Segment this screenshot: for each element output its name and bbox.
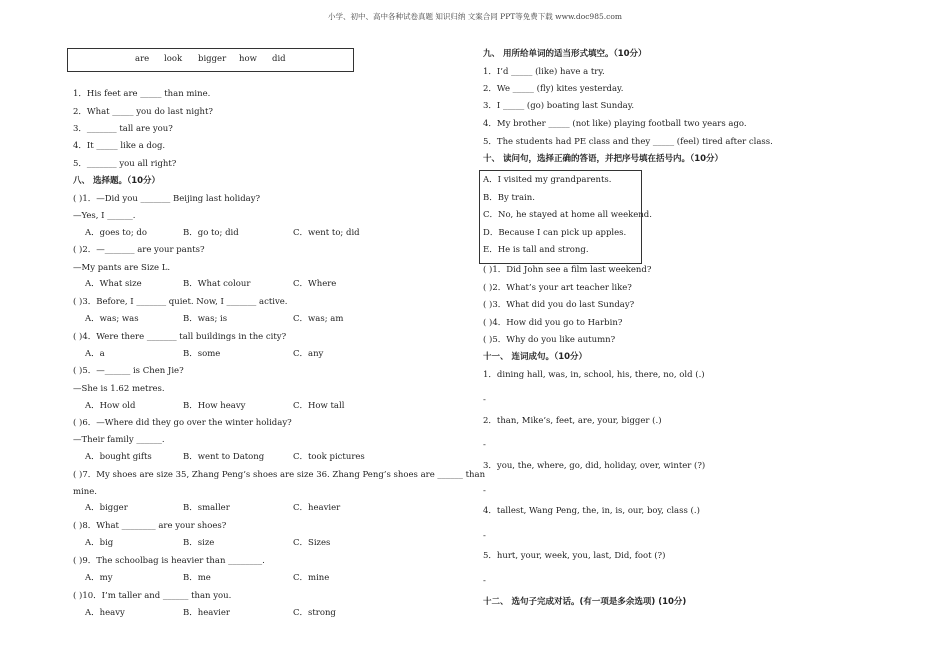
mc-question-line: —Yes, I ______.: [73, 211, 136, 221]
fill-question: 3．_______ tall are you?: [73, 124, 173, 134]
mc-option-c: C．How tall: [293, 401, 345, 411]
fill-question: 4．It _____ like a dog.: [73, 141, 166, 151]
answer-line-dash: -: [483, 486, 486, 496]
word-box-item: are: [135, 54, 150, 64]
answer-option: B．By train.: [483, 193, 535, 203]
word-box-item: did: [272, 54, 286, 64]
mc-question: ( )10．I’m taller and ______ than you.: [73, 591, 232, 601]
mc-option-c: C．Where: [293, 279, 337, 289]
fill-question: 1．I’d _____ (like) have a try.: [483, 67, 605, 77]
word-box-item: look: [164, 54, 183, 64]
answer-line-dash: -: [483, 395, 486, 405]
match-question: ( )3．What did you do last Sunday?: [483, 300, 635, 310]
mc-question: ( )6．—Where did they go over the winter holiday?: [73, 418, 292, 428]
mc-question: ( )3．Before, I _______ quiet. Now, I _______ active.: [73, 297, 288, 307]
mc-question: ( )9．The schoolbag is heavier than ________.: [73, 556, 265, 566]
mc-question: ( )2．—_______ are your pants?: [73, 245, 205, 255]
mc-option-c: C．any: [293, 349, 324, 359]
mc-option-b: B．me: [183, 573, 211, 583]
mc-question: ( )7．My shoes are size 35, Zhang Peng’s shoes are size 36. Zhang Peng’s shoes are ______ than: [73, 470, 486, 480]
mc-option-c: C．strong: [293, 608, 336, 618]
fill-question: 2．We _____ (fly) kites yesterday.: [483, 84, 624, 94]
match-question: ( )1．Did John see a film last weekend?: [483, 265, 652, 275]
mc-option-c: C．went to; did: [293, 228, 360, 238]
answer-line-dash: -: [483, 440, 486, 450]
mc-option-a: A．goes to; do: [85, 228, 147, 238]
mc-option-a: A．a: [85, 349, 105, 359]
mc-option-a: A．big: [85, 538, 114, 548]
word-box-item: bigger: [198, 54, 227, 64]
mc-question: ( )5．—______ is Chen Jie?: [73, 366, 184, 376]
mc-option-a: A．heavy: [85, 608, 125, 618]
reorder-question: 1．dining hall, was, in, school, his, there, no, old (.): [483, 370, 705, 380]
match-question: ( )5．Why do you like autumn?: [483, 335, 616, 345]
mc-option-b: B．What colour: [183, 279, 251, 289]
mc-option-a: A．bigger: [85, 503, 128, 513]
fill-question: 2．What _____ you do last night?: [73, 107, 213, 117]
fill-question: 3．I _____ (go) boating last Sunday.: [483, 101, 635, 111]
mc-option-b: B．How heavy: [183, 401, 246, 411]
mc-question-line: —My pants are Size L.: [73, 263, 171, 273]
section-12-title: 十二、 选句子完成对话。(有一项是多余选项) (10分): [483, 597, 687, 607]
mc-option-c: C．took pictures: [293, 452, 365, 462]
mc-question: ( )1．—Did you _______ Beijing last holiday?: [73, 194, 261, 204]
fill-question: 4．My brother _____ (not like) playing football two years ago.: [483, 119, 747, 129]
word-box-item: how: [239, 54, 257, 64]
mc-option-a: A．was; was: [85, 314, 139, 324]
mc-question-line: —Their family ______.: [73, 435, 165, 445]
mc-question: ( )4．Were there _______ tall buildings in the city?: [73, 332, 287, 342]
reorder-question: 4．tallest, Wang Peng, the, in, is, our, boy, class (.): [483, 506, 700, 516]
answer-option: C．No, he stayed at home all weekend.: [483, 210, 652, 220]
answer-line-dash: -: [483, 531, 486, 541]
mc-option-c: C．was; am: [293, 314, 344, 324]
mc-question-line: mine.: [73, 487, 97, 497]
mc-question: ( )8．What ________ are your shoes?: [73, 521, 227, 531]
mc-option-c: C．mine: [293, 573, 330, 583]
mc-option-c: C．Sizes: [293, 538, 331, 548]
section-9-title: 九、 用所给单词的适当形式填空。（10分）: [483, 49, 647, 59]
reorder-question: 2．than, Mike’s, feet, are, your, bigger (.): [483, 416, 662, 426]
mc-option-a: A．bought gifts: [85, 452, 152, 462]
answer-option: A．I visited my grandparents.: [483, 175, 612, 185]
reorder-question: 3．you, the, where, go, did, holiday, over, winter (?): [483, 461, 706, 471]
mc-question-line: —She is 1.62 metres.: [73, 384, 165, 394]
mc-option-b: B．heavier: [183, 608, 230, 618]
match-question: ( )4．How did you go to Harbin?: [483, 318, 623, 328]
mc-option-a: A．What size: [85, 279, 142, 289]
fill-question: 5．_______ you all right?: [73, 159, 177, 169]
mc-option-b: B．size: [183, 538, 215, 548]
answer-option: E．He is tall and strong.: [483, 245, 589, 255]
mc-option-a: A．How old: [85, 401, 136, 411]
fill-question: 1．His feet are _____ than mine.: [73, 89, 211, 99]
mc-option-b: B．smaller: [183, 503, 230, 513]
section-11-title: 十一、 连词成句。（10分）: [483, 352, 588, 362]
mc-option-b: B．was; is: [183, 314, 228, 324]
mc-option-b: B．some: [183, 349, 221, 359]
reorder-question: 5．hurt, your, week, you, last, Did, foot (?): [483, 551, 666, 561]
mc-option-a: A．my: [85, 573, 113, 583]
word-box: [67, 48, 354, 72]
fill-question: 5．The students had PE class and they _____ (feel) tired after class.: [483, 137, 773, 147]
mc-option-b: B．went to Datong: [183, 452, 265, 462]
section-10-title: 十、 读问句，选择正确的答语，并把序号填在括号内。（10分）: [483, 154, 724, 164]
answer-line-dash: -: [483, 576, 486, 586]
section-8-title: 八、 选择题。（10分）: [73, 176, 161, 186]
mc-option-b: B．go to; did: [183, 228, 239, 238]
mc-option-c: C．heavier: [293, 503, 341, 513]
page-header: 小学、初中、高中各种试卷真题 知识归纳 文案合同 PPT等免费下载 www.doc985.com: [328, 12, 622, 21]
match-question: ( )2．What’s your art teacher like?: [483, 283, 632, 293]
answer-option: D．Because I can pick up apples.: [483, 228, 627, 238]
